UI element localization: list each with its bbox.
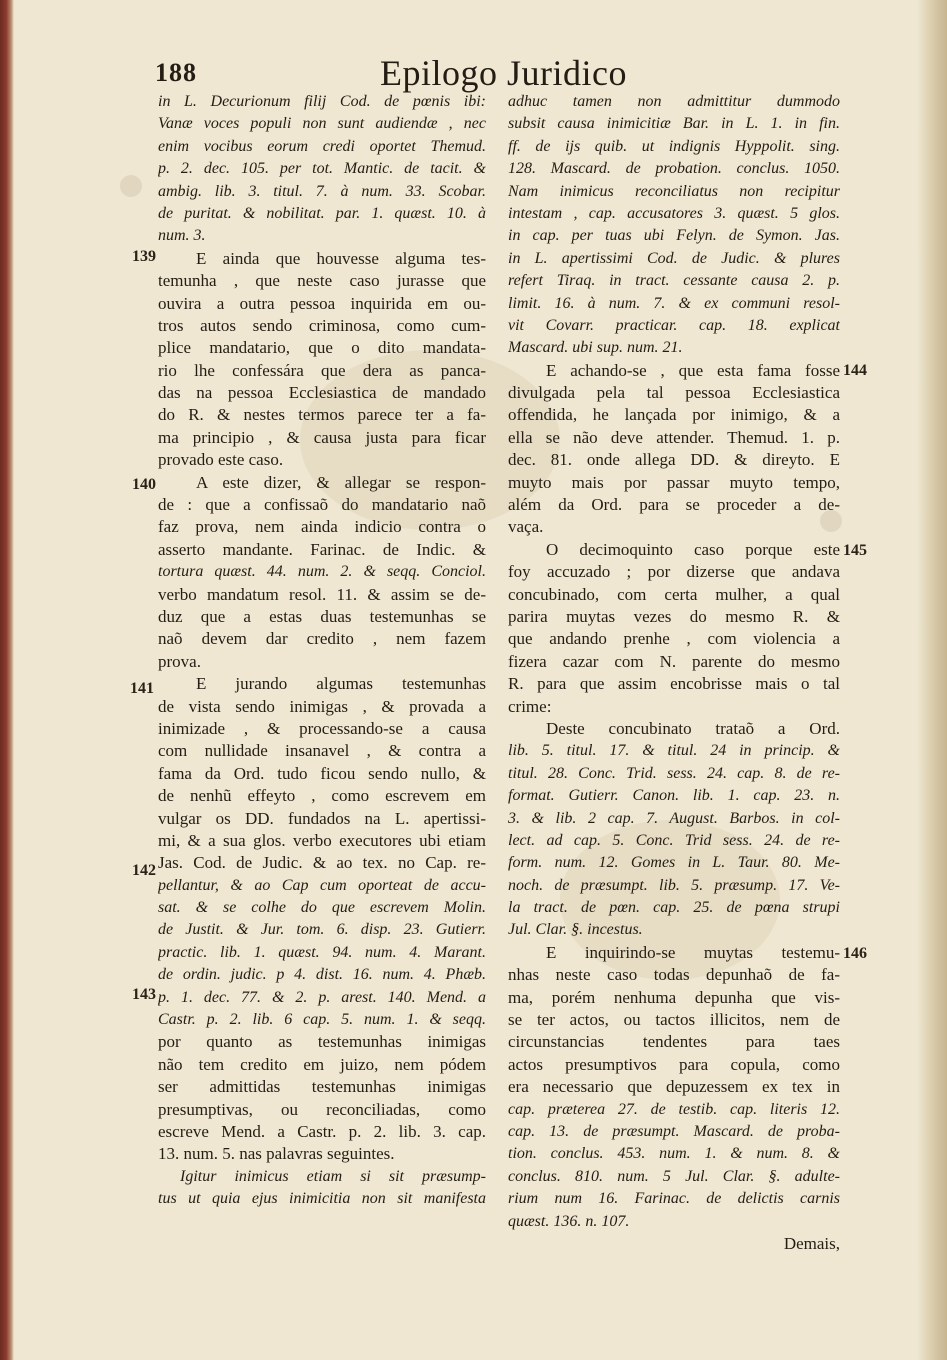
margin-number-140: 140 — [132, 476, 156, 493]
text-line: parira muytas vezes do mesmo R. & — [508, 606, 840, 626]
text-line: ouvira a outra pessoa inquirida em ou- — [158, 293, 486, 313]
text-line: 13. num. 5. nas palavras seguintes. — [158, 1144, 395, 1164]
running-title: Epilogo Juridico — [380, 53, 627, 93]
text-line: ff. de ijs quib. ut indignis Hyppolit. sing. — [508, 137, 840, 155]
margin-number-146: 146 — [843, 945, 867, 962]
page-edge-right — [917, 0, 947, 1360]
text-line: além da Ord. para se proceder a de- — [508, 495, 840, 515]
text-line: fizera cazar com N. parente do mesmo — [508, 651, 840, 671]
text-line: escreve Mend. a Castr. p. 2. lib. 3. cap. — [158, 1121, 486, 1141]
text-line: quæst. 136. n. 107. — [508, 1212, 630, 1230]
text-line: tortura quæst. 44. num. 2. & seqq. Conciol. — [158, 563, 486, 581]
text-line: cap. præterea 27. de testib. cap. literis 12. — [508, 1100, 840, 1118]
text-line: in cap. per tuas ubi Felyn. de Symon. Jas. — [508, 227, 840, 245]
text-line: prova. — [158, 651, 201, 671]
text-line: de nenhũ effeyto , como escrevem em — [158, 786, 486, 806]
text-line: E achando-se , que esta fama fosse — [546, 360, 840, 380]
left-text-column — [158, 91, 486, 1211]
text-line: Nam inimicus reconciliatus non recipitur — [508, 182, 840, 200]
text-line: crime: — [508, 696, 552, 716]
text-line: com nullidade insanavel , & contra a — [158, 741, 486, 761]
text-line: de vista sendo inimigas , & provada a — [158, 696, 486, 716]
text-line: faz prova, nem ainda indicio contra o — [158, 517, 486, 537]
text-line: foy accuzado ; por dizerse que andava — [508, 562, 840, 582]
text-line: que andando prenhe , com violencia a — [508, 629, 840, 649]
text-line: Igitur inimicus etiam si sit præsump- — [180, 1167, 486, 1185]
text-line: offendida, he lançada por inimigo, & a — [508, 405, 840, 425]
text-line: pellantur, & ao Cap cum oporteat de accu- — [158, 876, 486, 894]
text-line: de Justit. & Jur. tom. 6. disp. 23. Gutierr. — [158, 921, 486, 939]
text-line: Vanæ voces populi non sunt audiendæ , nec — [158, 115, 486, 133]
margin-number-145: 145 — [843, 542, 867, 559]
text-line: fama da Ord. tudo ficou sendo nullo, & — [158, 763, 486, 783]
text-line: ma principio , & causa justa para ficar — [158, 427, 486, 447]
text-line: Mascard. ubi sup. num. 21. — [508, 339, 683, 357]
text-line: O decimoquinto caso porque este — [546, 539, 840, 559]
text-line: format. Gutierr. Canon. lib. 1. cap. 23. n. — [508, 787, 840, 805]
text-line: plice mandatario, que o dito mandata- — [158, 338, 486, 358]
text-line: por quanto as testemunhas inimigas — [158, 1032, 486, 1052]
text-line: do R. & nestes termos parece ter a fa- — [158, 405, 486, 425]
text-line: vulgar os DD. fundados na L. apertissi- — [158, 808, 486, 828]
text-line: A este dizer, & allegar se respon- — [196, 472, 486, 492]
text-line: de ordin. judic. p 4. dist. 16. num. 4. Phæb. — [158, 966, 486, 984]
text-line: actos presumptivos para copula, como — [508, 1054, 840, 1074]
text-line: 3. & lib. 2 cap. 7. August. Barbos. in col- — [508, 809, 840, 827]
text-line: nhas neste caso todas depunhaõ de fa- — [508, 965, 840, 985]
text-line: rio lhe confessára que dera as panca- — [158, 360, 486, 380]
text-line: de : que a confissaõ do mandatario naõ — [158, 495, 486, 515]
text-line: rium num 16. Farinac. de delictis carnis — [508, 1190, 840, 1208]
text-line: divulgada pela tal pessoa Ecclesiastica — [508, 383, 840, 403]
text-line: verbo mandatum resol. 11. & assim se de- — [158, 584, 486, 604]
margin-number-143: 143 — [132, 986, 156, 1003]
text-line: intestam , cap. accusatores 3. quæst. 5 glos. — [508, 204, 840, 222]
text-line: subsit causa inimicitiæ Bar. in L. 1. in fin. — [508, 115, 840, 133]
text-line: R. para que assim encobrisse mais o tal — [508, 674, 840, 694]
text-line: se ter actos, ou tactos illicitos, nem de — [508, 1010, 840, 1030]
text-line: mi, & a sua glos. verbo executores ubi etiam — [158, 830, 486, 850]
text-line: muyto mais por passar muyto tempo, — [508, 472, 840, 492]
text-line: form. num. 12. Gomes in L. Taur. 80. Me- — [508, 854, 840, 872]
text-line: la tract. de pœn. cap. 25. de pœna strupi — [508, 899, 840, 917]
text-line: provado este caso. — [158, 450, 284, 470]
text-line: E ainda que houvesse alguma tes- — [196, 248, 486, 268]
text-line: vit Covarr. practicar. cap. 18. explicat — [508, 316, 840, 334]
text-line: limit. 16. à num. 7. & ex communi resol- — [508, 294, 840, 312]
margin-number-142: 142 — [132, 862, 156, 879]
text-line: vaça. — [508, 517, 544, 537]
right-text-column — [508, 91, 840, 1255]
text-line: in L. Decurionum filij Cod. de pœnis ibi: — [158, 93, 486, 110]
page-number: 188 — [155, 58, 197, 87]
text-line: num. 3. — [158, 227, 206, 245]
text-line: lect. ad cap. 5. Conc. Trid sess. 24. de re- — [508, 831, 840, 849]
text-line: ser admittidas testemunhas inimigas — [158, 1077, 486, 1097]
text-line: ma, porém nenhuma depunha que vis- — [508, 987, 840, 1007]
text-line: naõ devem dar credito , nem fazem — [158, 629, 486, 649]
text-line: Jul. Clar. §. incestus. — [508, 921, 643, 939]
text-line: circunstancias tendentes para taes — [508, 1032, 840, 1052]
text-line: in L. apertissimi Cod. de Judic. & plures — [508, 249, 840, 267]
text-line: p. 2. dec. 105. per tot. Mantic. de tacit. & — [158, 160, 486, 178]
paper-smudge — [120, 175, 142, 197]
text-line: enim vocibus eorum credi oportet Themud. — [158, 137, 486, 155]
text-line: presumptivas, ou reconciliadas, como — [158, 1099, 486, 1119]
text-line: sat. & se colhe do que escrevem Molin. — [158, 899, 486, 917]
text-line: tion. conclus. 453. num. 1. & num. 8. & — [508, 1145, 840, 1163]
text-line: concubinado, com certa mulher, a qual — [508, 584, 840, 604]
catchword: Demais, — [783, 1233, 840, 1253]
text-line: 128. Mascard. de probation. conclus. 1050. — [508, 160, 840, 178]
text-line: E jurando algumas testemunhas — [196, 674, 486, 694]
text-line: Jas. Cod. de Judic. & ao tex. no Cap. re- — [158, 853, 486, 873]
text-line: temunha , que neste caso jurasse que — [158, 271, 486, 291]
margin-number-141: 141 — [130, 680, 154, 697]
text-line: refert Tiraq. in tract. cessante causa 2. p. — [508, 272, 840, 290]
text-line: asserto mandante. Farinac. de Indic. & — [158, 539, 486, 559]
text-line: inimizade , & processando-se a causa — [158, 718, 486, 738]
text-line: adhuc tamen non admittitur dummodo — [508, 93, 840, 110]
text-line: conclus. 810. num. 5 Jul. Clar. §. adulte- — [508, 1167, 840, 1185]
text-line: de puritat. & nobilitat. par. 1. quæst. 10. à — [158, 204, 486, 222]
text-line: p. 1. dec. 77. & 2. p. arest. 140. Mend. a — [158, 988, 486, 1006]
text-line: era necessario que depuzessem ex tex in — [508, 1077, 840, 1097]
margin-number-139: 139 — [132, 248, 156, 265]
text-line: lib. 5. titul. 17. & titul. 24 in princip. & — [508, 742, 840, 760]
page-edge-left — [0, 0, 14, 1360]
text-line: Deste concubinato trataõ a Ord. — [546, 718, 840, 738]
text-line: Castr. p. 2. lib. 6 cap. 5. num. 1. & seqq. — [158, 1011, 486, 1029]
margin-number-144: 144 — [843, 362, 867, 379]
text-line: ambig. lib. 3. titul. 7. à num. 33. Scobar. — [158, 182, 486, 200]
text-line: ella se não deve attender. Themud. 1. p. — [508, 427, 840, 447]
text-line: duz que a estas duas testemunhas se — [158, 606, 486, 626]
text-line: tus ut quia ejus inimicitia non sit manifesta — [158, 1190, 486, 1208]
text-line: tros autos sendo criminosa, como cum- — [158, 315, 486, 335]
text-line: E inquirindo-se muytas testemu- — [546, 942, 840, 962]
text-line: cap. 13. de præsumpt. Mascard. de proba- — [508, 1122, 840, 1140]
text-line: dec. 81. onde allega DD. & direyto. E — [508, 450, 840, 470]
text-line: das na pessoa Ecclesiastica de mandado — [158, 383, 486, 403]
text-line: não tem credito em juizo, nem pódem — [158, 1054, 486, 1074]
text-line: titul. 28. Conc. Trid. sess. 24. cap. 8. de re- — [508, 764, 840, 782]
text-line: practic. lib. 1. quæst. 94. num. 4. Marant. — [158, 943, 486, 961]
text-line: noch. de præsumpt. lib. 5. præsump. 17. Ve- — [508, 876, 840, 894]
